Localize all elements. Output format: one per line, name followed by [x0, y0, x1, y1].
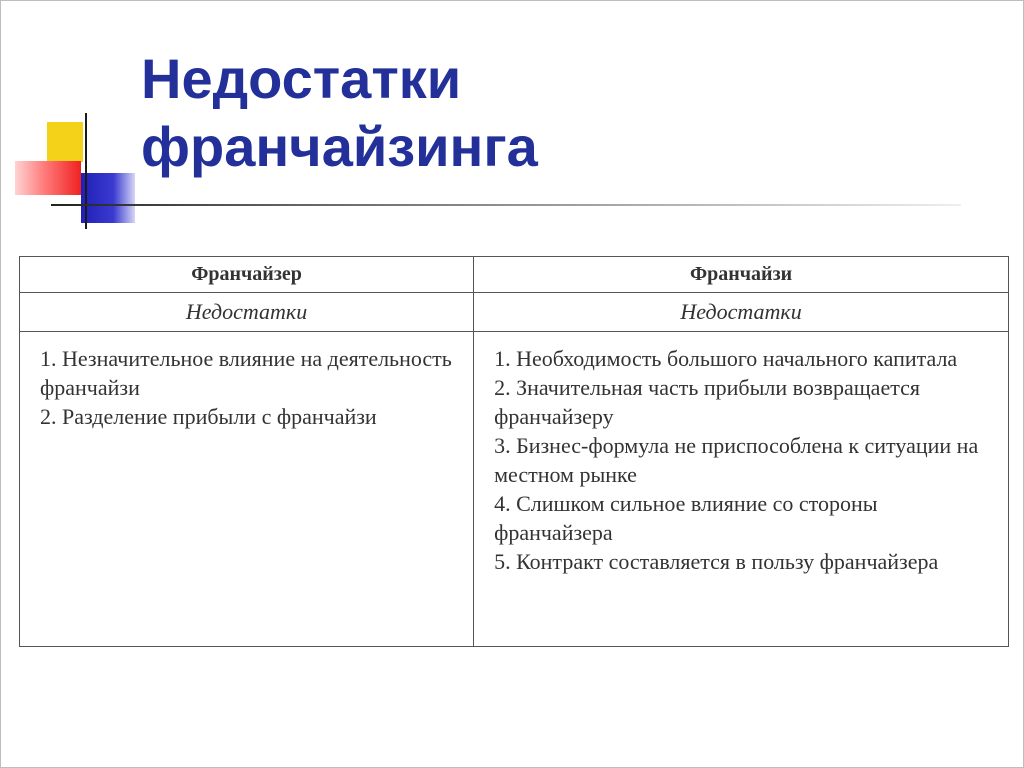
franchisee-disadvantages	[474, 332, 1009, 647]
blue-square	[81, 173, 135, 223]
subheader-franchisee: Недостатки	[474, 293, 1009, 332]
header-row	[20, 257, 1009, 293]
franchisor-disadvantages	[20, 332, 474, 647]
list-item: 2. Разделение прибыли с франчайзи	[40, 404, 377, 429]
list-item: 1. Незначительное влияние на деятельность франчайзи	[40, 346, 452, 400]
body-row	[20, 332, 1009, 647]
subheader-franchisor: Недостатки	[20, 293, 474, 332]
red-square	[15, 161, 81, 195]
subheader-row	[20, 293, 1009, 332]
yellow-square	[47, 122, 83, 162]
list-item: 3. Бизнес-формула не приспособлена к ситуации на местном рынке	[494, 433, 979, 487]
title-line-2: франчайзинга	[141, 115, 538, 178]
vertical-rule	[85, 113, 87, 229]
header-franchisee: Франчайзи	[474, 257, 1009, 293]
slide-title	[141, 45, 538, 181]
list-item: 2. Значительная часть прибыли возвращается франчайзеру	[494, 375, 920, 429]
header-franchisor: Франчайзер	[20, 257, 474, 293]
title-underline	[51, 204, 961, 206]
list-item: 5. Контракт составляется в пользу франчайзера	[494, 549, 939, 574]
title-line-1: Недостатки	[141, 47, 462, 110]
list-item: 1. Необходимость большого начального капитала	[494, 346, 958, 371]
disadvantages-table	[19, 256, 1009, 647]
list-item: 4. Слишком сильное влияние со стороны франчайзера	[494, 491, 878, 545]
